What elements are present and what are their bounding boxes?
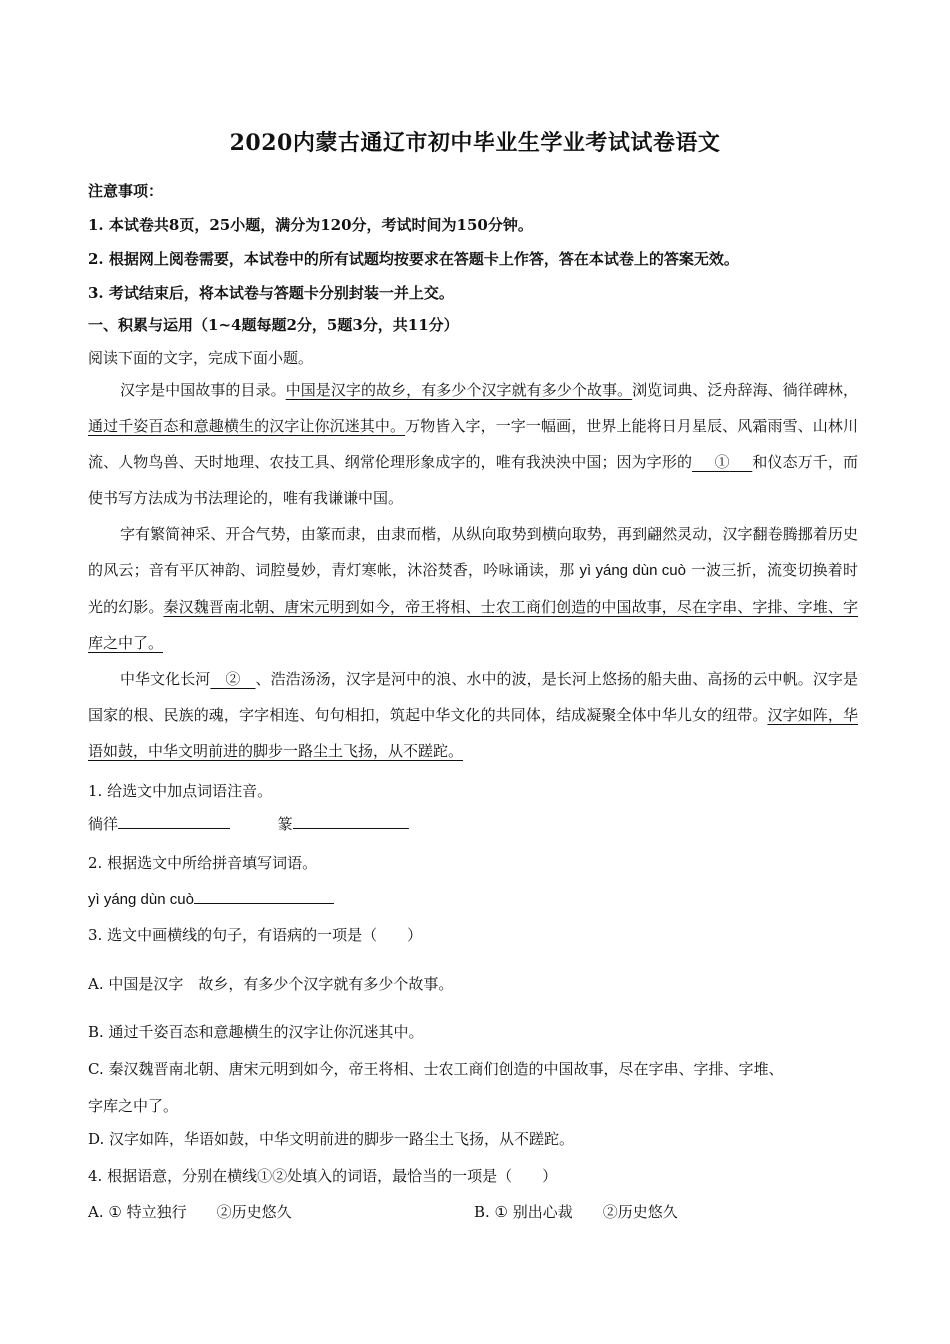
p1-underlined-sentence-1: 中国是汉字的故乡，有多少个汉字就有多少个故事。 [285,381,633,399]
notice-heading: 注意事项： [88,182,164,200]
p2-underlined-sentence: 秦汉魏晋南北朝、唐宋元明到如今，帝王将相、士农工商们创造的中国故事，尽在字串、字排、字堆、字库之中了。 [88,598,858,652]
q3-option-a: A. 中国是汉字 故乡，有多少个汉字就有多少个故事。 [88,975,454,993]
q3-option-c: C. 秦汉魏晋南北朝、唐宋元明到如今，帝王将相、士农工商们创造的中国故事，尽在字串、字排、字堆、 [88,1060,784,1078]
notice-item-2: 2. 根据网上阅卷需要，本试卷中的所有试题均按要求在答题卡上作答，答在本试卷上的答案无效。 [88,250,739,268]
q2-answer-blank[interactable] [194,887,334,904]
p3-underlined-sentence: 汉字如阵，华语如鼓，中华文明前进的脚步一路尘土飞扬，从不蹉跎。 [88,706,858,760]
q2-pinyin: yì yáng dùn cuò [88,891,194,908]
q1-word-2: 篆 [277,815,293,833]
blank-1-marker: ① [714,453,730,471]
question-2-stem: 2. 根据选文中所给拼音填写词语。 [88,854,318,872]
q3-option-c-continued: 字库之中了。 [88,1097,179,1115]
exam-title: 2020内蒙古通辽市初中毕业生学业考试试卷语文 [229,130,721,156]
question-4-stem: 4. 根据语意，分别在横线①②处填入的词语，最恰当的一项是（ ） [88,1167,558,1185]
q4-option-b: B. ① 别出心裁 ②历史悠久 [474,1203,678,1221]
p1-sentence-5: 万物皆入字，一字一幅画，世界上能将日月星辰、风霜雨雪、山林川流、人物鸟兽、天时地理、农技工具、纲常伦理形象成字的，唯有我泱泱中国；因为字形的 [88,417,858,471]
p1-sentence-3: 浏览词典、泛舟辞海、徜徉碑林， [632,381,858,399]
blank-1 [692,453,752,471]
passage-paragraph-2 [88,516,858,661]
question-1-stem: 1. 给选文中加点词语注音。 [88,782,273,800]
q1-answer-blank-1[interactable] [118,812,230,829]
section1-heading: 一、积累与运用（1~4题每题2分，5题3分，共11分） [88,316,459,334]
p1-underlined-sentence-2: 通过千姿百态和意趣横生的汉字让你沉迷其中。 [88,417,406,435]
reading-passage [88,372,858,769]
question-3-stem: 3. 选文中画横线的句子，有语病的一项是（ ） [88,926,423,944]
q1-answer-blank-2[interactable] [293,812,409,829]
section1-intro: 阅读下面的文字，完成下面小题。 [88,349,314,367]
q3-option-b: B. 通过千姿百态和意趣横生的汉字让你沉迷其中。 [88,1023,424,1041]
p3-sentence-2: 、浩浩汤汤，汉字是河中的浪、水中的波，是长河上悠扬的船夫曲、高扬的云中帆。汉字是国家的根、民族的魂，字字相连、句句相扣，筑起中华文化的共同体，结成凝聚全体中华儿女的纽带。 [88,670,858,724]
blank-2-marker: ② [225,670,241,688]
passage-paragraph-3 [88,661,858,769]
q1-word-1: 徜徉 [88,815,119,833]
q4-option-a: A. ① 特立独行 ②历史悠久 [88,1203,292,1221]
notice-item-3: 3. 考试结束后，将本试卷与答题卡分别封装一并上交。 [88,284,454,302]
notice-item-1: 1. 本试卷共8页，25小题，满分为120分，考试时间为150分钟。 [88,216,533,234]
p2-sentence-2: 一波三折，流变切换着时光的幻影。 [88,561,858,616]
p1-sentence-6: 和仪态万千，而使书写方法成为书法理论的，唯有我谦谦中国。 [88,453,858,507]
p1-sentence-1: 汉字是中国故事的目录。 [120,381,286,399]
question-1-answers [88,812,409,834]
p3-sentence-1: 中华文化长河 [120,670,211,688]
p2-sentence-1: 字有繁简神采、开合气势，由篆而隶，由隶而楷，从纵向取势到横向取势，再到翩然灵动，汉字翻卷腾挪着历史的风云；音有平仄神韵、词腔曼妙，青灯寒帐，沐浴焚香，吟咏诵读，那 [88,525,858,579]
passage-paragraph-1 [88,372,858,516]
question-2-answer [88,887,334,908]
q3-option-d: D. 汉字如阵，华语如鼓，中华文明前进的脚步一路尘土飞扬，从不蹉跎。 [88,1130,575,1148]
blank-2 [210,670,255,688]
p2-pinyin: yì yáng dùn cuò [579,562,686,579]
